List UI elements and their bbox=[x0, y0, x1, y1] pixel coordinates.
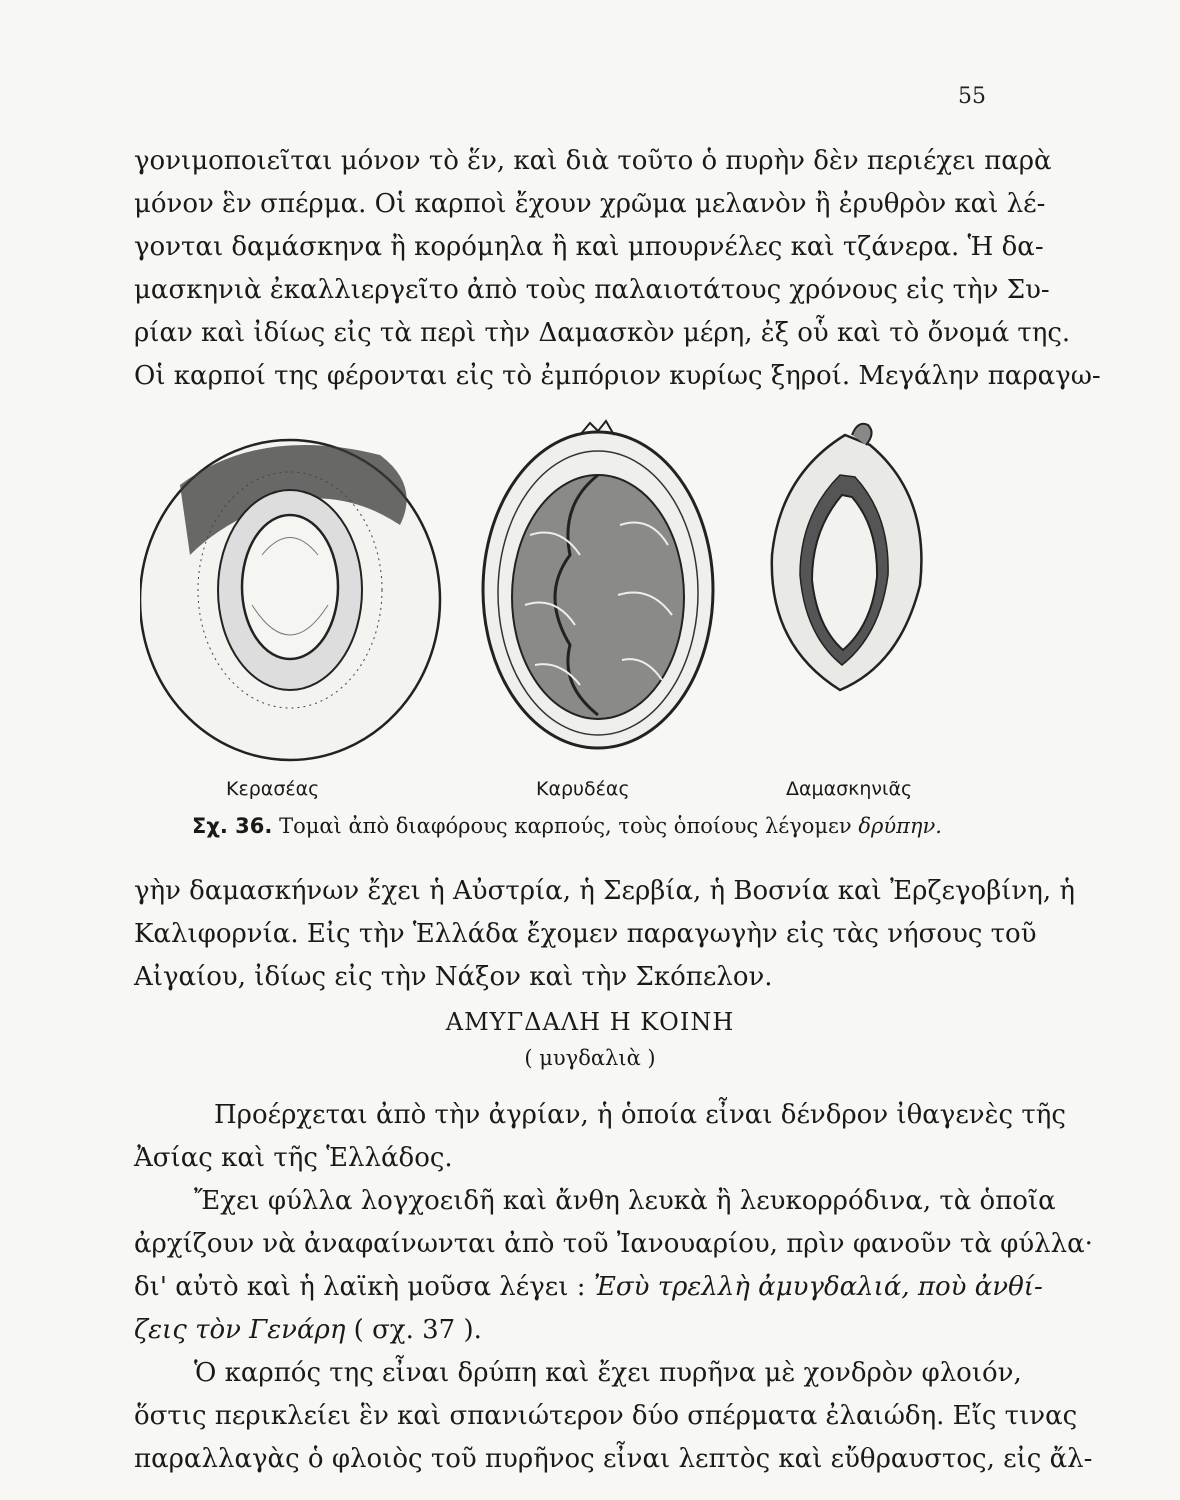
text-line: μόνον ἓν σπέρμα. Οἱ καρποὶ ἔχουν χρῶμα μελανὸν ἢ ἐρυθρὸν καὶ λέ- bbox=[134, 189, 1046, 219]
page-number: 55 bbox=[958, 84, 986, 109]
text-line: Ἔχει φύλλα λογχοειδῆ καὶ ἄνθη λευκὰ ἢ λευκορρόδινα, τὰ ὁποῖα bbox=[194, 1186, 1056, 1216]
figure-labels bbox=[134, 778, 1000, 808]
text-line: ὅστις περικλείει ἓν καὶ σπανιώτερον δύο σπέρματα ἐλαιώδη. Εἴς τινας bbox=[134, 1401, 1078, 1431]
section-subtitle: ( μυγδαλιὰ ) bbox=[524, 1046, 656, 1070]
label-cherry: Κερασέας bbox=[226, 778, 320, 800]
text-line: Καλιφορνία. Εἰς τὴν Ἑλλάδα ἔχομεν παραγωγὴν εἰς τὰς νήσους τοῦ bbox=[134, 919, 1037, 949]
text-line: Ὁ καρπός της εἶναι δρύπη καὶ ἔχει πυρῆνα μὲ χονδρὸν φλοιόν, bbox=[194, 1358, 1022, 1388]
text-fragment: δι' αὐτὸ καὶ ἡ λαϊκὴ μοῦσα λέγει : bbox=[134, 1272, 594, 1302]
figure-caption-text: Τομαὶ ἀπὸ διαφόρους καρπούς, τοὺς ὁποίους λέγομεν bbox=[279, 814, 852, 838]
paragraph-plum-intro bbox=[134, 140, 1101, 398]
text-line bbox=[134, 1266, 1043, 1309]
folk-verse-end: ζεις τὸν Γενάρη bbox=[134, 1315, 346, 1345]
plum-section-drawing bbox=[772, 424, 922, 690]
text-line: γονιμοποιεῖται μόνον τὸ ἕν, καὶ διὰ τοῦτο ὁ πυρὴν δὲν περιέχει παρὰ bbox=[134, 146, 1052, 176]
text-line: παραλλαγὰς ὁ φλοιὸς τοῦ πυρῆνος εἶναι λεπτὸς καὶ εὔθραυστος, εἰς ἄλ- bbox=[134, 1444, 1093, 1474]
text-line: ἀρχίζουν νὰ ἀναφαίνωνται ἀπὸ τοῦ Ἰανουαρίου, πρὶν φανοῦν τὰ φύλλα· bbox=[134, 1229, 1093, 1259]
label-walnut: Καρυδέας bbox=[536, 778, 630, 800]
text-line: γὴν δαμασκήνων ἔχει ἡ Αὐστρία, ἡ Σερβία, ἡ Βοσνία καὶ Ἐρζεγοβίνη, ἡ bbox=[134, 876, 1075, 906]
figure-reference: ( σχ. 37 ). bbox=[345, 1315, 482, 1345]
text-line: Ἀσίας καὶ τῆς Ἑλλάδος. bbox=[134, 1143, 453, 1173]
text-line: μασκηνιὰ ἐκαλλιεργεῖτο ἀπὸ τοὺς παλαιοτάτους χρόνους εἰς τὴν Συ- bbox=[134, 275, 1050, 305]
fruit-sections-illustration bbox=[140, 415, 1000, 775]
cherry-section-drawing bbox=[140, 440, 440, 760]
figure-fruit-sections bbox=[140, 415, 1000, 775]
figure-caption-term: δρύπην. bbox=[858, 814, 942, 838]
label-plum: Δαμασκηνιᾶς bbox=[786, 778, 913, 800]
text-line: Προέρχεται ἀπὸ τὴν ἀγρίαν, ἡ ὁποία εἶναι δένδρον ἰθαγενὲς τῆς bbox=[214, 1100, 1066, 1130]
text-line: ρίαν καὶ ἰδίως εἰς τὰ περὶ τὴν Δαμασκὸν μέρη, ἐξ οὗ καὶ τὸ ὄνομά της. bbox=[134, 318, 1071, 348]
text-line bbox=[134, 1309, 1000, 1352]
text-line: Αἰγαίου, ἰδίως εἰς τὴν Νάξον καὶ τὴν Σκόπελον. bbox=[134, 962, 773, 992]
section-title: ΑΜΥΓΔΑΛΗ Η ΚΟΙΝΗ bbox=[445, 1008, 735, 1036]
text-line: γονται δαμάσκηνα ἢ κορόμηλα ἢ καὶ μπουρνέλες καὶ τζάνερα. Ἡ δα- bbox=[134, 232, 1044, 262]
paragraph-almond bbox=[134, 1094, 1093, 1481]
figure-number: Σχ. 36. bbox=[192, 814, 273, 838]
figure-caption bbox=[192, 814, 942, 838]
text-line: Οἱ καρποί της φέρονται εἰς τὸ ἐμπόριον κυρίως ξηροί. Μεγάλην παραγω- bbox=[134, 361, 1101, 391]
walnut-section-drawing bbox=[483, 421, 713, 748]
folk-verse: Ἐσὺ τρελλὴ ἀμυγδαλιά, ποὺ ἀνθί- bbox=[593, 1272, 1043, 1302]
paragraph-plum-production bbox=[134, 870, 1075, 999]
